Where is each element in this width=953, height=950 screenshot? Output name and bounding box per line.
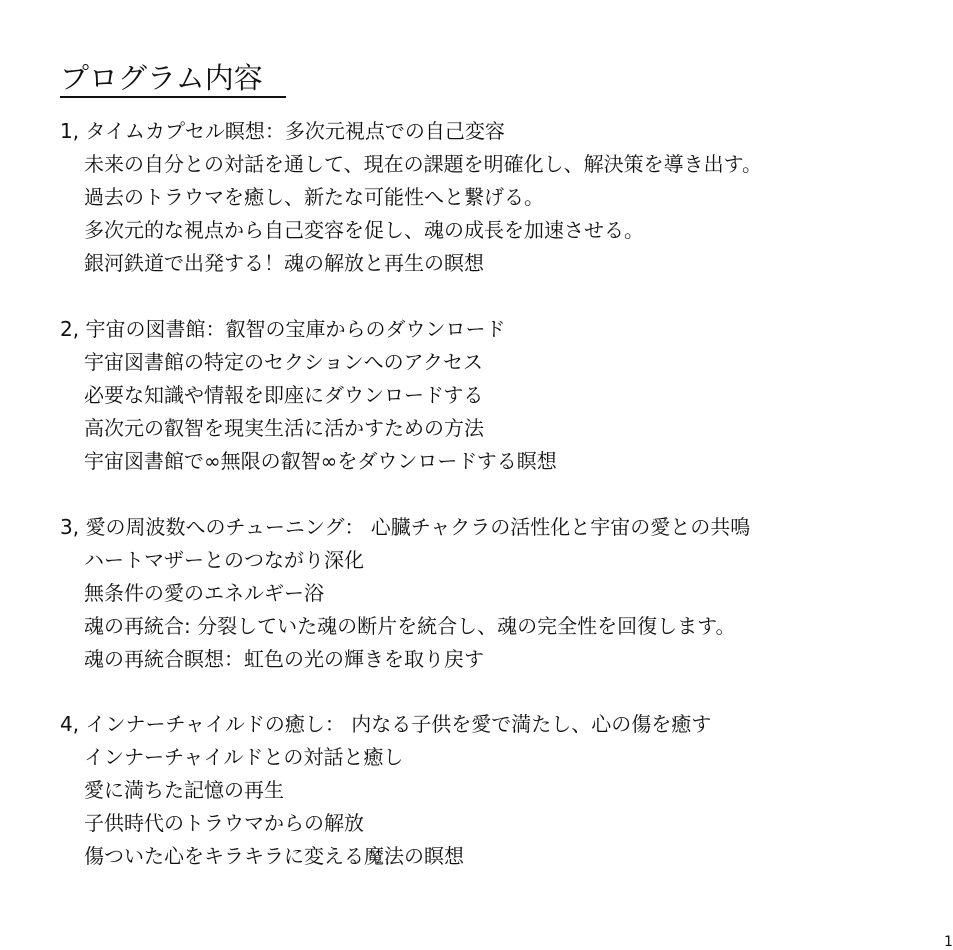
section-item: ハートマザーとのつながり深化: [84, 548, 364, 572]
section-item: 必要な知識や情報を即座にダウンロードする: [84, 383, 484, 407]
section-item: 高次元の叡智を現実生活に活かすための方法: [84, 416, 484, 440]
program-section-4: [60, 708, 940, 873]
section-item: 愛に満ちた記憶の再生: [84, 778, 284, 802]
program-section-2: [60, 313, 940, 478]
section-item: 子供時代のトラウマからの解放: [84, 811, 364, 835]
section-item: インナーチャイルドとの対話と癒し: [84, 745, 404, 769]
page-number: 1: [944, 934, 953, 950]
section-heading: 2, 宇宙の図書館：叡智の宝庫からのダウンロード: [60, 317, 506, 341]
section-item: 傷ついた心をキラキラに変える魔法の瞑想: [84, 844, 464, 868]
section-item: 過去のトラウマを癒し、新たな可能性へと繋げる。: [84, 185, 544, 209]
program-section-3: [60, 511, 940, 676]
section-item: 宇宙図書館の特定のセクションへのアクセス: [84, 350, 483, 374]
section-item: 多次元的な視点から自己変容を促し、魂の成長を加速させる。: [84, 218, 644, 242]
section-item: 魂の再統合: 分裂していた魂の断片を統合し、魂の完全性を回復します。: [84, 614, 736, 638]
section-heading: 3, 愛の周波数へのチューニング： 心臓チャクラの活性化と宇宙の愛との共鳴: [60, 515, 751, 539]
section-heading: 4, インナーチャイルドの癒し： 内なる子供を愛で満たし、心の傷を癒す: [60, 712, 712, 736]
section-heading: 1, タイムカプセル瞑想：多次元視点での自己変容: [60, 119, 505, 143]
title-underline: [60, 96, 286, 98]
section-item: 魂の再統合瞑想：虹色の光の輝きを取り戻す: [84, 647, 484, 671]
section-item: 無条件の愛のエネルギー浴: [84, 581, 324, 605]
section-item: 銀河鉄道で出発する！魂の解放と再生の瞑想: [84, 251, 484, 275]
section-item: 未来の自分との対話を通して、現在の課題を明確化し、解決策を導き出す。: [84, 152, 762, 176]
section-item: 宇宙図書館で∞無限の叡智∞をダウンロードする瞑想: [84, 449, 557, 473]
page-title: プログラム内容: [60, 61, 263, 95]
program-section-1: [60, 115, 940, 280]
